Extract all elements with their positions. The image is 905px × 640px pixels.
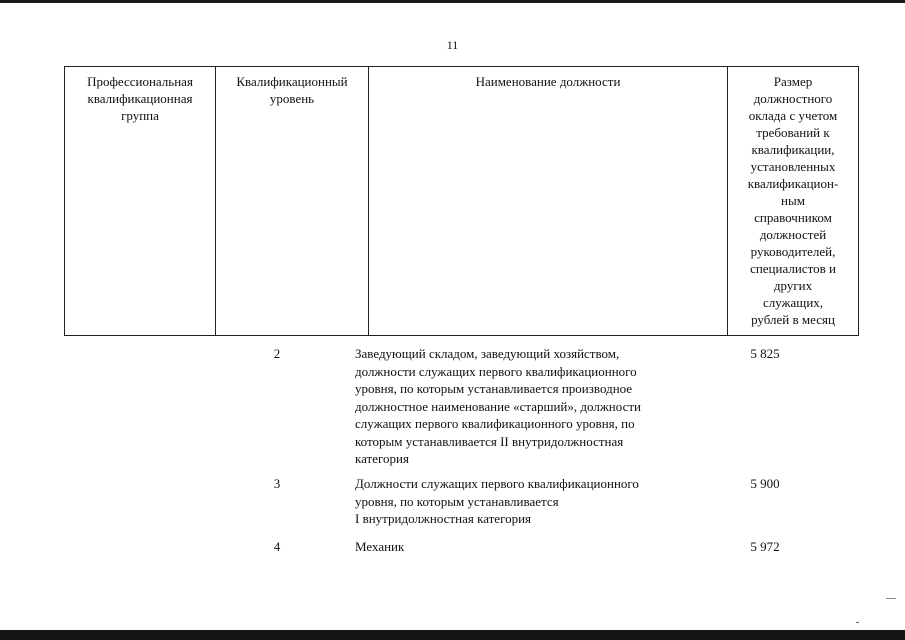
header-salary-size: Размер должностного оклада с учетом требований к квалификации, установленных квалификацион- ным справочником должностей руководителей, специалистов и других служащих, рублей в месяц — [728, 67, 859, 336]
position-name-cell: Механик — [355, 539, 405, 554]
salary-cell: 5 825 — [750, 346, 780, 361]
scan-artifact-mark — [856, 622, 859, 623]
qualification-level-cell: 2 — [273, 346, 281, 361]
salary-table-header — [64, 66, 859, 336]
qualification-level-cell: 4 — [273, 539, 281, 554]
bottom-scan-border — [0, 630, 905, 640]
qualification-level-cell: 3 — [273, 476, 281, 491]
page-number: 11 — [446, 38, 459, 52]
header-qualification-level: Квалификационный уровень — [216, 67, 369, 336]
position-name-cell: Заведующий складом, заведующий хозяйством, должности служащих первого квалификационного уровня, по которым устанавливается производное должностное наименование «старший», должности служащих первого квалификационного уровня, по которым устанавливается II внутридолжностная категория — [355, 346, 641, 466]
table-header-row — [65, 67, 859, 336]
header-position-name: Наименование должности — [369, 67, 728, 336]
top-scan-border — [0, 0, 905, 3]
scan-artifact-mark — [886, 598, 896, 599]
salary-cell: 5 900 — [750, 476, 780, 491]
position-name-cell: Должности служащих первого квалификационного уровня, по которым устанавливается I внутридолжностная категория — [355, 476, 639, 526]
salary-cell: 5 972 — [750, 539, 780, 554]
header-professional-group: Профессиональная квалификационная группа — [65, 67, 216, 336]
